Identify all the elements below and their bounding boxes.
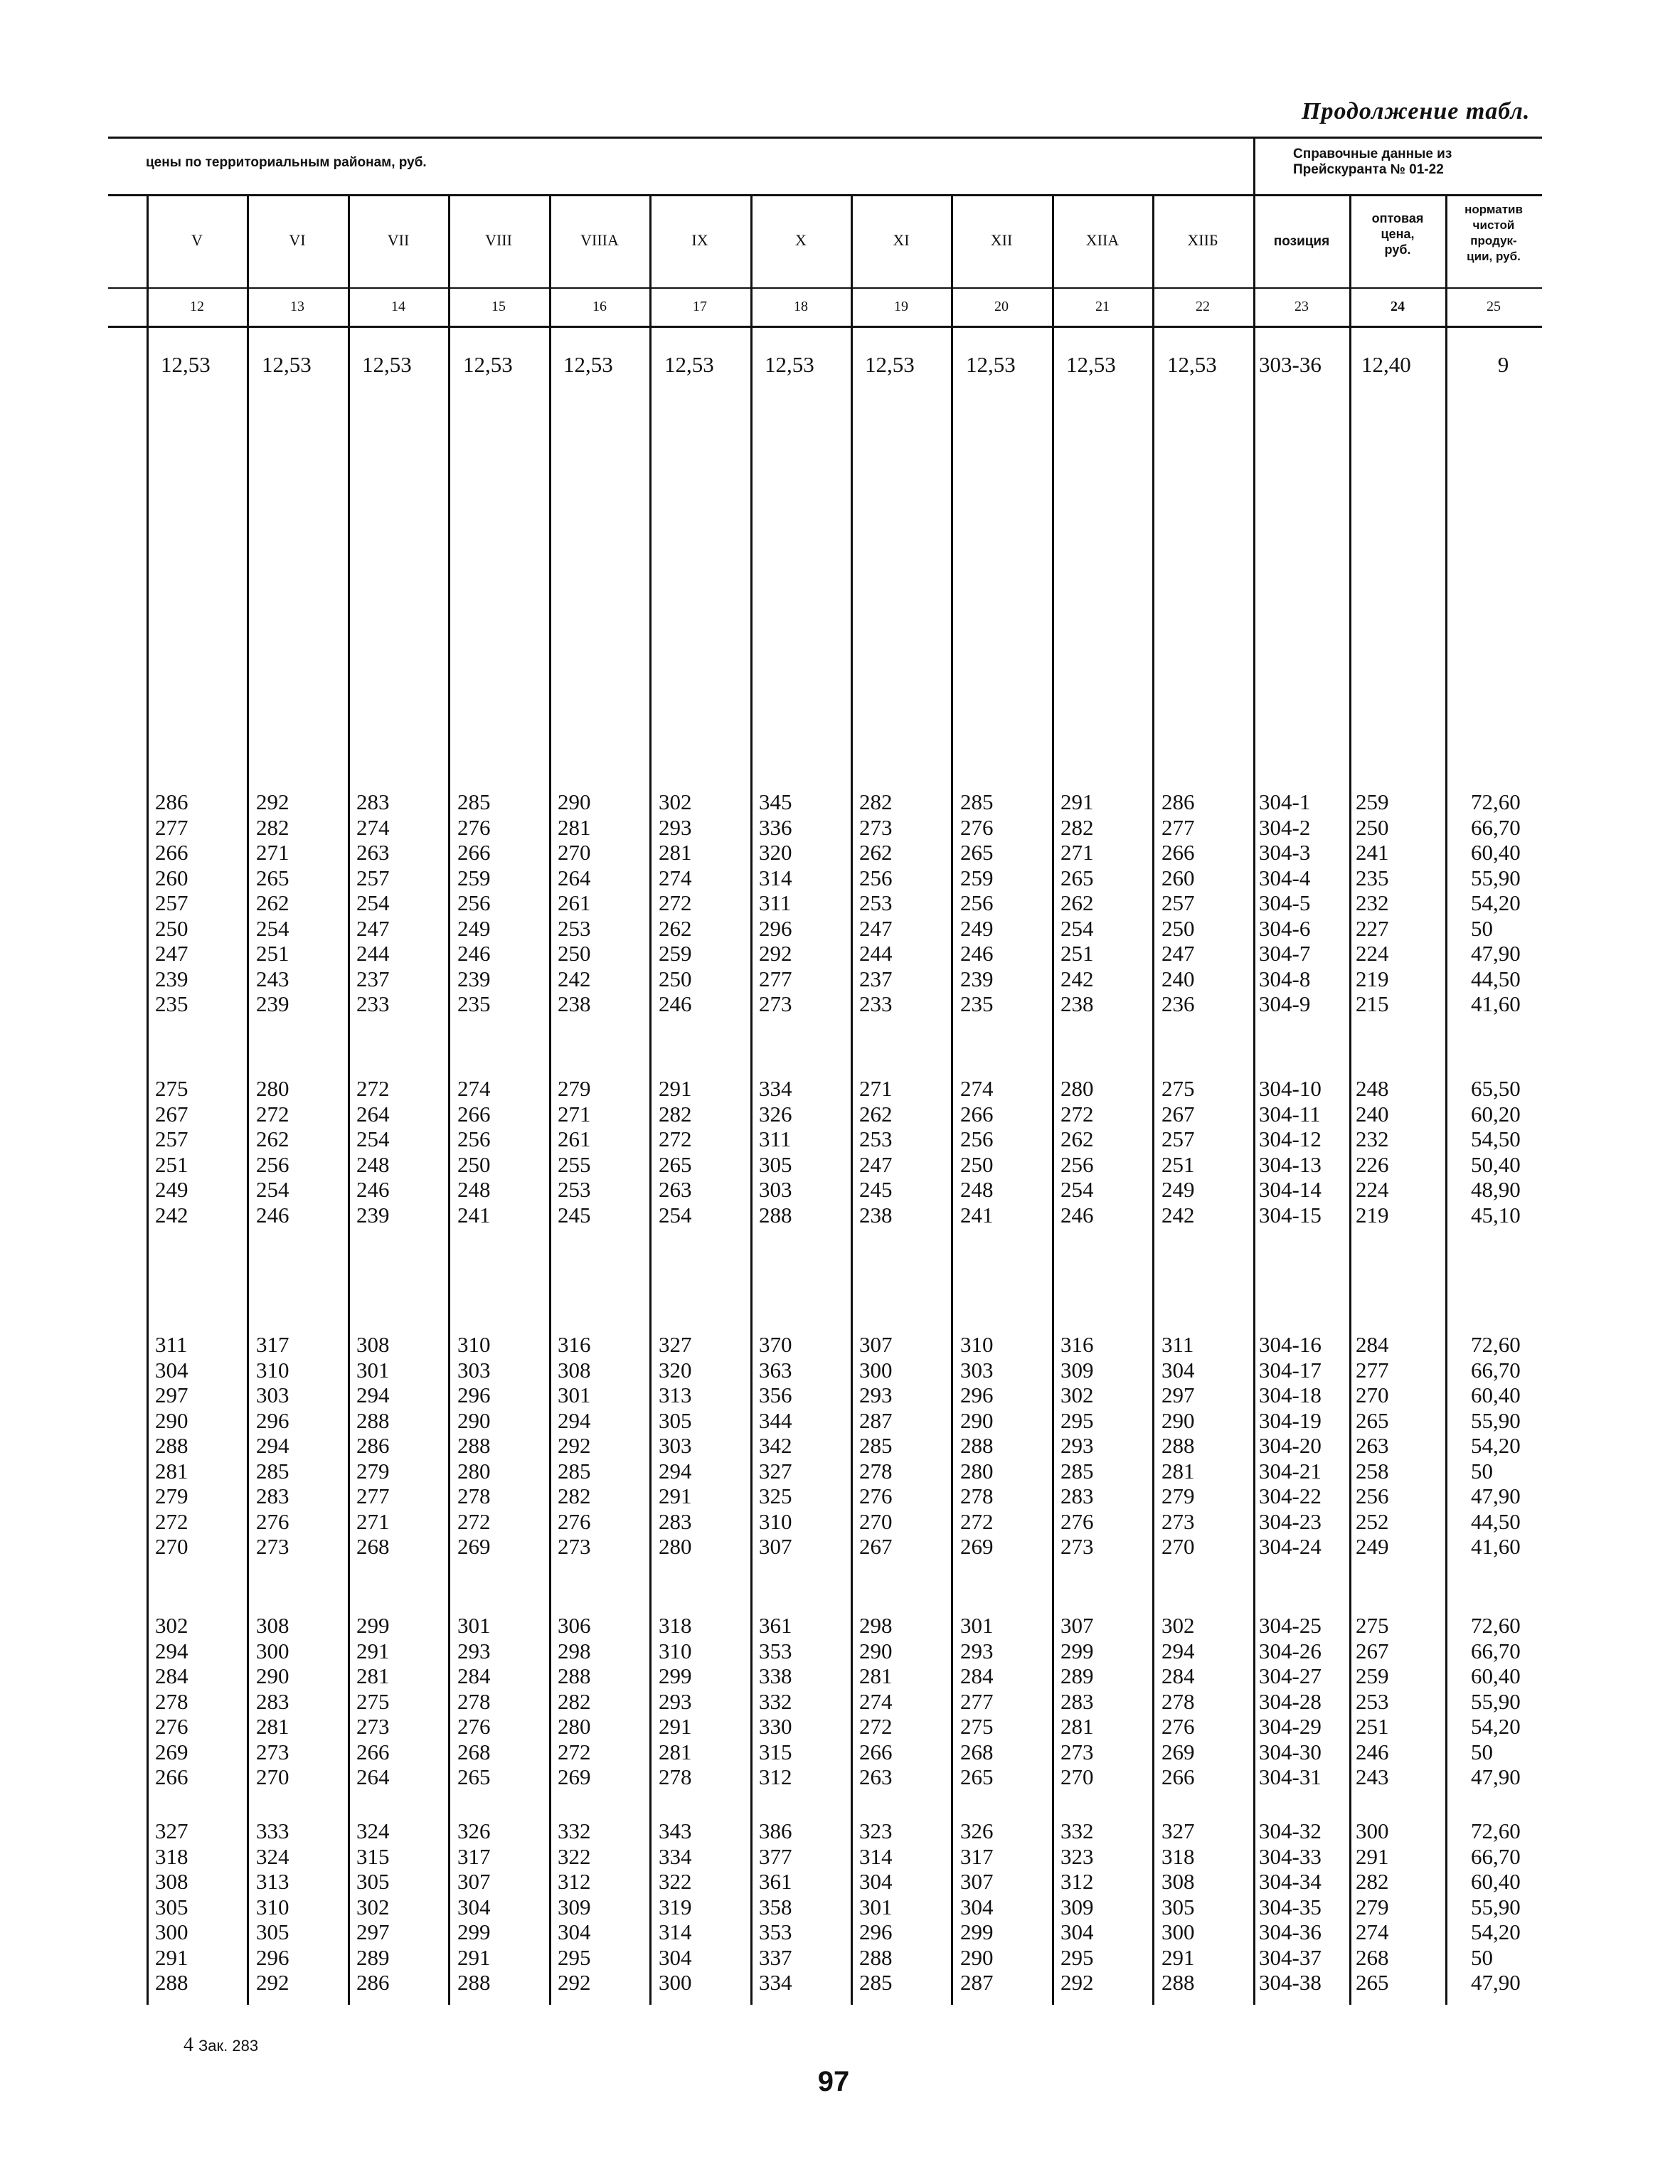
table-cell-group-6-col-20: 326 317 307 304 299 290 287	[960, 1818, 994, 1995]
column-number: 20	[994, 299, 1009, 314]
table-cell-group-5-col-16: 306 298 288 282 280 272 269	[558, 1613, 591, 1789]
column-header-ix: IX	[691, 231, 708, 249]
column-number: 21	[1095, 299, 1110, 314]
table-cell-group-2-col-20: 285 276 265 259 256 249 246 239 235	[960, 789, 994, 1016]
table-cell-group-3-col-21: 280 272 262 256 254 246	[1060, 1076, 1094, 1227]
column-number: 19	[894, 299, 908, 314]
table-cell-group-3-col-12: 275 267 257 251 249 242	[155, 1076, 188, 1227]
continuation-title: Продолжение табл.	[1302, 98, 1531, 124]
table-cell-group-3-col-25: 65,50 60,20 54,50 50,40 48,90 45,10	[1471, 1076, 1521, 1227]
table-cell-group-4-col-19: 307 300 293 287 285 278 276 270 267	[859, 1332, 893, 1559]
column-header-position: позиция	[1273, 234, 1330, 249]
col-divider	[851, 194, 853, 2005]
column-header-vi: VI	[289, 231, 306, 249]
col-divider	[1445, 194, 1447, 2005]
table-cell-group-1-col-15: 12,53	[463, 352, 513, 377]
table-cell-group-3-col-24: 248 240 232 226 224 219	[1356, 1076, 1389, 1227]
table-cell-group-3-col-14: 272 264 254 248 246 239	[356, 1076, 390, 1227]
column-header-xi: XI	[893, 231, 910, 249]
table-cell-group-4-col-12: 311 304 297 290 288 281 279 272 270	[155, 1332, 188, 1559]
order-number: 4	[184, 2034, 193, 2056]
column-number: 15	[491, 299, 506, 314]
col-divider	[348, 194, 350, 2005]
table-cell-group-4-col-21: 316 309 302 295 293 285 283 276 273	[1060, 1332, 1094, 1559]
table-cell-group-5-col-15: 301 293 284 278 276 268 265	[457, 1613, 491, 1789]
table-cell-group-6-col-13: 333 324 313 310 305 296 292	[256, 1818, 289, 1995]
table-cell-group-3-col-13: 280 272 262 256 254 246	[256, 1076, 289, 1227]
table-cell-group-5-col-24: 275 267 259 253 251 246 243	[1356, 1613, 1389, 1789]
col-divider	[750, 194, 753, 2005]
column-header-wholesale-price: оптовая цена, руб.	[1371, 211, 1424, 257]
table-cell-group-5-col-17: 318 310 299 293 291 281 278	[659, 1613, 692, 1789]
col-divider	[549, 194, 551, 2005]
table-cell-group-5-col-21: 307 299 289 283 281 273 270	[1060, 1613, 1094, 1789]
table-cell-group-6-col-14: 324 315 305 302 297 289 286	[356, 1818, 390, 1995]
reference-caption-line2: Прейскуранта № 01-22	[1293, 162, 1444, 177]
prices-caption: цены по территориальным районам, руб.	[146, 155, 427, 170]
column-number: 14	[391, 299, 405, 314]
table-cell-group-4-col-25: 72,60 66,70 60,40 55,90 54,20 50 47,90 44,50 41,60	[1471, 1332, 1521, 1559]
table-cell-group-4-col-23: 304-16 304-17 304-18 304-19 304-20 304-21 304-22 304-23 304-24	[1259, 1332, 1322, 1559]
col-divider	[448, 194, 450, 2005]
col-divider	[649, 194, 652, 2005]
column-number: 23	[1294, 299, 1309, 314]
table-cell-group-5-col-18: 361 353 338 332 330 315 312	[759, 1613, 792, 1789]
table-cell-group-5-col-19: 298 290 281 274 272 266 263	[859, 1613, 893, 1789]
table-cell-group-6-col-18: 386 377 361 358 353 337 334	[759, 1818, 792, 1995]
table-cell-group-1-col-13: 12,53	[262, 352, 312, 377]
table-cell-group-3-col-20: 274 266 256 250 248 241	[960, 1076, 994, 1227]
reference-caption-line1: Справочные данные из	[1293, 147, 1452, 161]
column-header-xiia: XIIA	[1085, 231, 1120, 249]
table-cell-group-6-col-25: 72,60 66,70 60,40 55,90 54,20 50 47,90	[1471, 1818, 1521, 1995]
table-cell-group-4-col-17: 327 320 313 305 303 294 291 283 280	[659, 1332, 692, 1559]
table-cell-group-1-col-19: 12,53	[865, 352, 915, 377]
table-cell-group-4-col-20: 310 303 296 290 288 280 278 272 269	[960, 1332, 994, 1559]
table-cell-group-2-col-24: 259 250 241 235 232 227 224 219 215	[1356, 789, 1389, 1016]
table-cell-group-1-col-24: 12,40	[1361, 352, 1411, 377]
column-header-viii: VIII	[485, 231, 512, 249]
header-rule	[108, 194, 1542, 196]
table-cell-group-4-col-18: 370 363 356 344 342 327 325 310 307	[759, 1332, 792, 1559]
table-cell-group-1-col-20: 12,53	[966, 352, 1016, 377]
table-cell-group-1-col-16: 12,53	[563, 352, 613, 377]
table-cell-group-1-col-25: 9	[1497, 352, 1509, 377]
table-cell-group-2-col-18: 345 336 320 314 311 296 292 277 273	[759, 789, 792, 1016]
column-header-net-production-norm: норматив чистой продук- ции, руб.	[1464, 203, 1523, 263]
table-cell-group-6-col-22: 327 318 308 305 300 291 288	[1161, 1818, 1195, 1995]
table-cell-group-2-col-13: 292 282 271 265 262 254 251 243 239	[256, 789, 289, 1016]
column-number: 17	[693, 299, 707, 314]
table-cell-group-1-col-18: 12,53	[765, 352, 814, 377]
table-cell-group-2-col-19: 282 273 262 256 253 247 244 237 233	[859, 789, 893, 1016]
table-cell-group-5-col-20: 301 293 284 277 275 268 265	[960, 1613, 994, 1789]
column-header-vii: VII	[387, 231, 410, 249]
order-text: Зак. 283	[198, 2037, 259, 2055]
table-cell-group-5-col-23: 304-25 304-26 304-27 304-28 304-29 304-30 304-31	[1259, 1613, 1322, 1789]
col-divider	[1349, 194, 1351, 2005]
table-cell-group-3-col-22: 275 267 257 251 249 242	[1161, 1076, 1195, 1227]
table-cell-group-2-col-12: 286 277 266 260 257 250 247 239 235	[155, 789, 188, 1016]
column-number: 25	[1487, 299, 1501, 314]
table-cell-group-6-col-15: 326 317 307 304 299 291 288	[457, 1818, 491, 1995]
col-divider	[147, 194, 149, 2005]
order-note	[184, 2034, 258, 2057]
table-cell-group-5-col-12: 302 294 284 278 276 269 266	[155, 1613, 188, 1789]
table-cell-group-3-col-18: 334 326 311 305 303 288	[759, 1076, 792, 1227]
column-number-rule	[108, 326, 1542, 328]
col-divider	[1052, 194, 1054, 2005]
table-cell-group-5-col-13: 308 300 290 283 281 273 270	[256, 1613, 289, 1789]
column-header-x: X	[795, 231, 807, 249]
column-header-xiib: XIIБ	[1187, 231, 1218, 249]
table-cell-group-4-col-16: 316 308 301 294 292 285 282 276 273	[558, 1332, 591, 1559]
column-number: 22	[1196, 299, 1210, 314]
table-cell-group-5-col-14: 299 291 281 275 273 266 264	[356, 1613, 390, 1789]
column-header-viiia: VIIIA	[580, 231, 619, 249]
table-cell-group-1-col-14: 12,53	[362, 352, 412, 377]
table-cell-group-3-col-19: 271 262 253 247 245 238	[859, 1076, 893, 1227]
table-cell-group-6-col-12: 327 318 308 305 300 291 288	[155, 1818, 188, 1995]
table-cell-group-2-col-25: 72,60 66,70 60,40 55,90 54,20 50 47,90 44,50 41,60	[1471, 789, 1521, 1016]
table-cell-group-2-col-21: 291 282 271 265 262 254 251 242 238	[1060, 789, 1094, 1016]
column-header-v: V	[191, 231, 203, 249]
col-divider	[951, 194, 953, 2005]
column-number: 13	[290, 299, 304, 314]
table-cell-group-2-col-23: 304-1 304-2 304-3 304-4 304-5 304-6 304-7 304-8 304-9	[1259, 789, 1311, 1016]
column-header-xii: XII	[990, 231, 1013, 249]
col-divider	[1253, 137, 1255, 2005]
table-cell-group-1-col-23: 303-36	[1259, 352, 1322, 377]
table-cell-group-2-col-15: 285 276 266 259 256 249 246 239 235	[457, 789, 491, 1016]
table-cell-group-5-col-22: 302 294 284 278 276 269 266	[1161, 1613, 1195, 1789]
table-cell-group-3-col-23: 304-10 304-11 304-12 304-13 304-14 304-15	[1259, 1076, 1322, 1227]
table-cell-group-4-col-15: 310 303 296 290 288 280 278 272 269	[457, 1332, 491, 1559]
table-cell-group-6-col-24: 300 291 282 279 274 268 265	[1356, 1818, 1389, 1995]
table-cell-group-3-col-15: 274 266 256 250 248 241	[457, 1076, 491, 1227]
column-number: 24	[1391, 299, 1405, 314]
table-cell-group-6-col-21: 332 323 312 309 304 295 292	[1060, 1818, 1094, 1995]
table-cell-group-6-col-16: 332 322 312 309 304 295 292	[558, 1818, 591, 1995]
column-number: 12	[190, 299, 204, 314]
table-cell-group-6-col-23: 304-32 304-33 304-34 304-35 304-36 304-37 304-38	[1259, 1818, 1322, 1995]
table-cell-group-2-col-14: 283 274 263 257 254 247 244 237 233	[356, 789, 390, 1016]
page-number: 97	[817, 2066, 850, 2097]
column-header-rule	[108, 287, 1542, 289]
top-rule	[108, 137, 1542, 139]
table-cell-group-3-col-16: 279 271 261 255 253 245	[558, 1076, 591, 1227]
table-cell-group-1-col-12: 12,53	[161, 352, 211, 377]
column-number: 16	[592, 299, 607, 314]
table-cell-group-4-col-14: 308 301 294 288 286 279 277 271 268	[356, 1332, 390, 1559]
table-cell-group-4-col-22: 311 304 297 290 288 281 279 273 270	[1161, 1332, 1195, 1559]
table-cell-group-2-col-22: 286 277 266 260 257 250 247 240 236	[1161, 789, 1195, 1016]
col-divider	[1152, 194, 1154, 2005]
table-cell-group-1-col-21: 12,53	[1066, 352, 1116, 377]
table-cell-group-4-col-24: 284 277 270 265 263 258 256 252 249	[1356, 1332, 1389, 1559]
table-cell-group-4-col-13: 317 310 303 296 294 285 283 276 273	[256, 1332, 289, 1559]
col-divider	[247, 194, 249, 2005]
table-cell-group-6-col-17: 343 334 322 319 314 304 300	[659, 1818, 692, 1995]
table-cell-group-1-col-17: 12,53	[664, 352, 714, 377]
table-cell-group-2-col-17: 302 293 281 274 272 262 259 250 246	[659, 789, 692, 1016]
table-cell-group-1-col-22: 12,53	[1167, 352, 1217, 377]
table-cell-group-2-col-16: 290 281 270 264 261 253 250 242 238	[558, 789, 591, 1016]
table-cell-group-6-col-19: 323 314 304 301 296 288 285	[859, 1818, 893, 1995]
table-cell-group-3-col-17: 291 282 272 265 263 254	[659, 1076, 692, 1227]
column-number: 18	[794, 299, 808, 314]
table-cell-group-5-col-25: 72,60 66,70 60,40 55,90 54,20 50 47,90	[1471, 1613, 1521, 1789]
